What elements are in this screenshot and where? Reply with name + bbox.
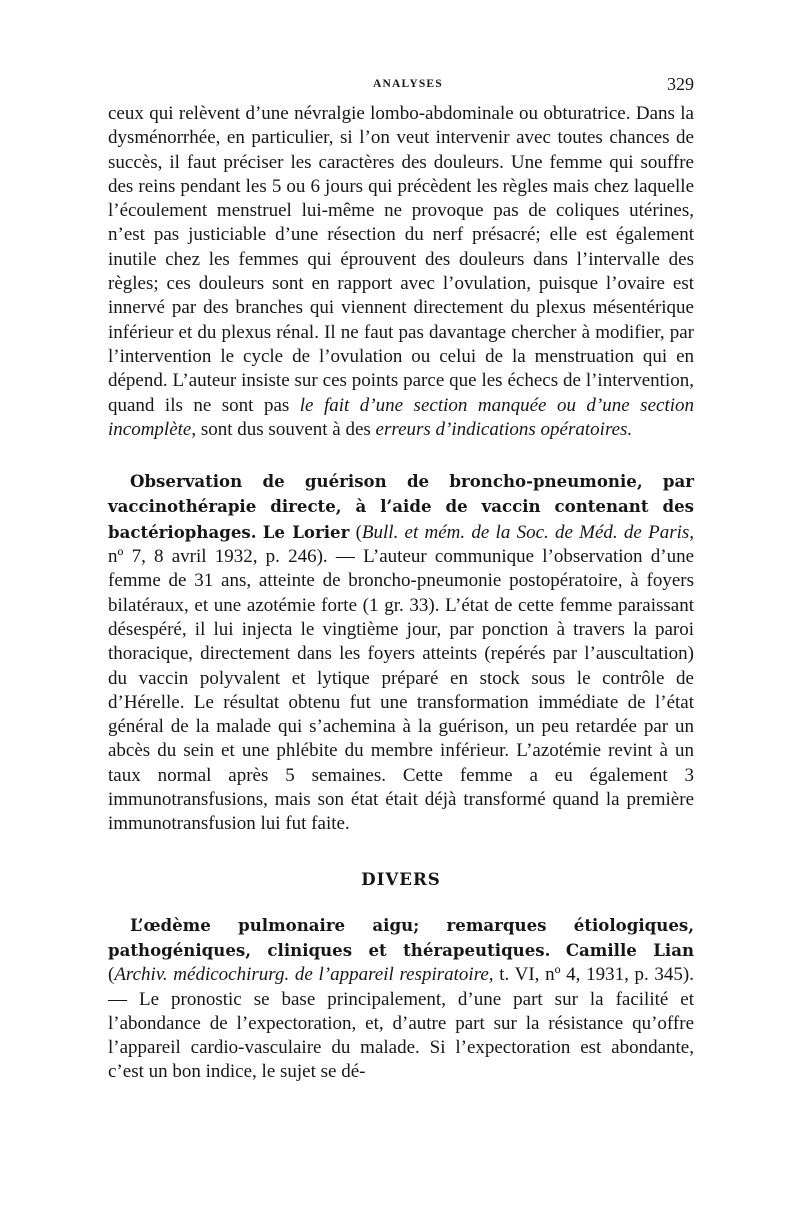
running-title: ANALYSES [373, 78, 443, 90]
intro-text-1: ceux qui relèvent d’une névralgie lombo-abdominale ou obturatrice. Dans la dysménorrhée, en particulier, si l’on veut intervenir avec toutes chances de succès, il faut préciser les caractères des douleurs. Une femme qui souffre des reins pendant les 5 ou 6 jours qui précèdent les règles mais chez laquelle l’écoulement menstruel lui-même ne provoque pas de coliques utérines, n’est pas justiciable d’une résection du nerf présacré; elle est également inutile chez les femmes qui éprouvent des douleurs dans l’intervalle des règles; ces douleurs sont en rapport avec l’ovulation, puisque l’ovaire est innervé par des branches qui viennent directement du plexus mésentérique inférieur et du plexus rénal. Il ne faut pas davantage chercher à modifier, par l’intervention le cycle de l’ovulation ou celui de la menstruation qui en dépend. L’auteur insiste sur ces points parce que les échecs de l’intervention, quand ils ne sont pas [108, 103, 694, 416]
article-body: L’auteur communique l’observation d’une femme de 31 ans, atteinte de broncho-pneumonie postopératoire, à foyers bilatéraux, et une azotémie forte (1 gr. 33). L’état de cette femme paraissant désespéré, il lui injecta le vingtième jour, par ponction à travers la paroi thoracique, directement dans les foyers atteints (repérés par l’auscultation) du vaccin polyvalent et lytique préparé en stock sous le contrôle de d’Hérelle. Le résultat obtenu fut une transformation immédiate de l’état général de la malade qui s’achemina à la guérison, un peu retardée par un abcès du sein et une phlébite du membre inférieur. L’azotémie revint à un taux normal après 5 semaines. Cette femme a eu également 3 immunotransfusions, mais son état était déjà transformé quand la première immunotransfusion lui fut faite. [108, 546, 695, 835]
section-title-divers: DIVERS [361, 868, 441, 889]
document-page [108, 72, 694, 1085]
article-broncho-pneumonie [108, 469, 694, 836]
citation-details: nº 7, 8 avril 1932, p. 246). — [108, 546, 364, 568]
article-author: Le Lorier [262, 521, 350, 542]
citation-journal: Bull. et mém. de la Soc. de Méd. de Paris, [361, 521, 695, 543]
intro-italic-1: le fait d’une section manquée ou d’une section incomplète [108, 394, 695, 440]
article-author: Camille Lian [565, 939, 695, 960]
article-body: Le pronostic se base principalement, d’une part sur la facilité et l’abondance de l’expectoration, et, d’autre part sur la résistance qu’offre l’appareil cardio-vasculaire du malade. Si l’expectoration est abondante, c’est un bon indice, le sujet se dé- [108, 988, 694, 1083]
citation-open: ( [349, 521, 362, 543]
article-title: L’œdème pulmonaire aigu; remarques étiologiques, pathogéniques, cliniques et thérapeutiques. [108, 914, 694, 960]
article-title: Observation de guérison de broncho-pneumonie, par vaccinothérapie directe, à l’aide de vaccin contenant des bactériophages. [108, 471, 694, 542]
citation-details: t. VI, nº 4, 1931, p. 345). — [108, 964, 694, 1010]
article-oedeme-pulmonaire [108, 913, 694, 1085]
intro-paragraph [108, 102, 694, 442]
intro-text-2: , sont dus souvent à des [191, 418, 376, 440]
page-number: 329 [667, 74, 694, 94]
intro-italic-2: erreurs d’indications opératoires. [375, 418, 633, 440]
citation-journal: Archiv. médicochirurg. de l’appareil respiratoire, [114, 964, 494, 986]
citation-open: ( [108, 964, 115, 986]
page-header [108, 72, 694, 102]
